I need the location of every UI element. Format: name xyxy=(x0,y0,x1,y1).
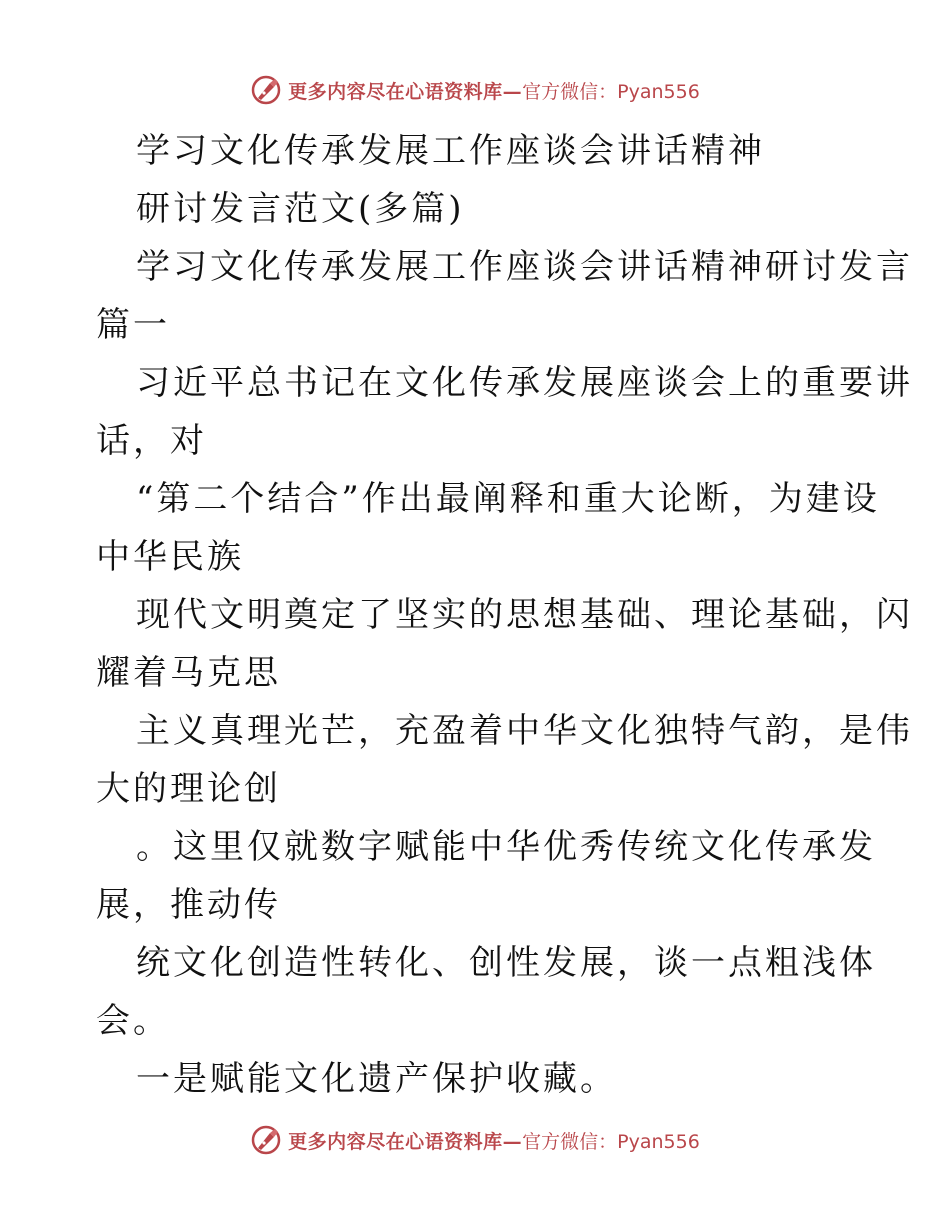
paragraph-line: 现代文明奠定了坚实的思想基础、理论基础，闪 xyxy=(136,595,913,635)
title-line-2: 研讨发言范文(多篇) xyxy=(136,189,465,229)
paragraph-line: 篇一 xyxy=(96,305,170,345)
paragraph-line: 耀着马克思 xyxy=(96,653,281,693)
paragraph-line: 主义真理光芒，充盈着中华文化独特气韵，是伟 xyxy=(136,711,913,751)
header-banner xyxy=(0,70,950,110)
banner-text: 更多内容尽在心语资料库— xyxy=(288,1130,523,1153)
paragraph-line: 。这里仅就数字赋能中华优秀传统文化传承发 xyxy=(136,827,876,867)
banner-wechat: 官方微信：Pyan556 xyxy=(522,1130,700,1153)
pen-nib-logo-icon xyxy=(250,74,282,106)
footer-banner xyxy=(0,1120,950,1160)
paragraph-line: 一是赋能文化遗产保护收藏。 xyxy=(136,1059,617,1099)
title-line-1: 学习文化传承发展工作座谈会讲话精神 xyxy=(136,131,765,171)
banner-wechat: 官方微信：Pyan556 xyxy=(522,80,700,103)
pen-nib-logo-icon xyxy=(250,1124,282,1156)
paragraph-line: “第二个结合”作出最阐释和重大论断，为建设 xyxy=(136,479,880,519)
document-body xyxy=(96,122,913,1108)
paragraph-line: 中华民族 xyxy=(96,537,244,577)
banner-text: 更多内容尽在心语资料库— xyxy=(288,80,523,103)
paragraph-line: 习近平总书记在文化传承发展座谈会上的重要讲 xyxy=(136,363,913,403)
paragraph-line: 会。 xyxy=(96,1001,170,1041)
paragraph-line: 展，推动传 xyxy=(96,885,281,925)
paragraph-line: 学习文化传承发展工作座谈会讲话精神研讨发言 xyxy=(136,247,913,287)
paragraph-line: 统文化创造性转化、创性发展，谈一点粗浅体 xyxy=(136,943,876,983)
paragraph-line: 话，对 xyxy=(96,421,207,461)
paragraph-line: 大的理论创 xyxy=(96,769,281,809)
